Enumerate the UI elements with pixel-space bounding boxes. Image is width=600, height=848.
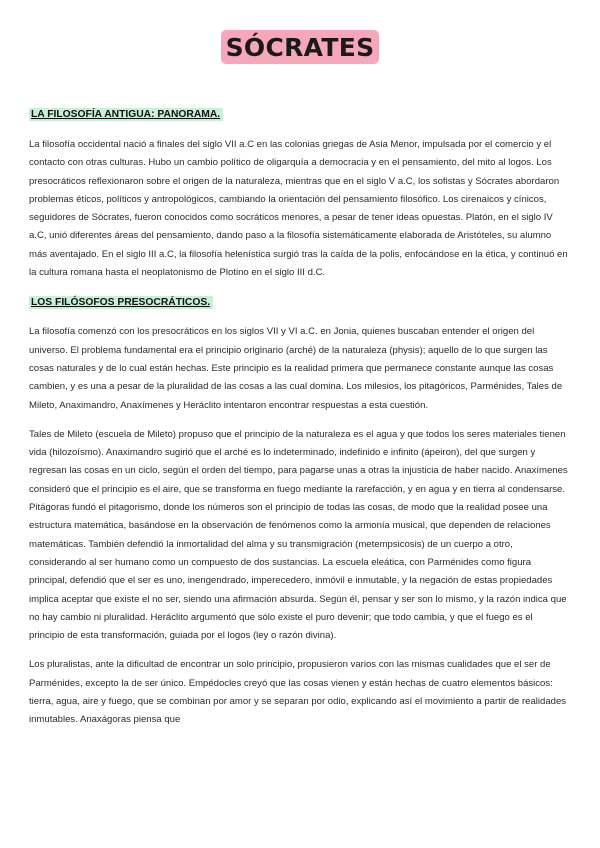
paragraph-presocraticos-filosofos: Tales de Mileto (escuela de Mileto) propuso que el principio de la naturaleza es el agua y que todos los seres materiales tienen vida (hilozoísmo). Anaximandro sugirió que el arché es lo indeterminado, indefinido e infinito (ápeiron), del que surgen y regresan las cosas en un ciclo, según el orden del tiempo, para pagarse unas a otras la injusticia de haber nacido. Anaxímenes consideró que el principio es el aire, que se transforma en fuego mediante la rarefacción, y en agua y en tierra al condensarse. Pitágoras fundó el pitagorismo, donde los números son el principio de todas las cosas, de modo que la realidad posee una estructura matemática, basándose en la observación de fenómenos como la armonía musical, que dependen de relaciones matemáticas. También defendió la inmortalidad del alma y su transmigración (metempsicosis) de un cuerpo a otro, considerando al ser humano como un compuesto de dos sustancias. La escuela eleática, con Parménides como figura principal, defendió que el ser es uno, inengendrado, imperecedero, inmóvil e inmutable, y la negación de estas propiedades implica aceptar que existe el no ser, siendo una afirmación absurda. Según él, pensar y ser son lo mismo, y la razón indica que no hay cambio ni pluralidad. Heráclito argumentó que sólo existe el puro devenir; que todo cambia, y que el fuego es el principio de esta transformación, guiada por el logos (ley o razón divina).: [29, 428, 568, 642]
paragraph-pluralistas: Los pluralistas, ante la dificultad de encontrar un solo principio, propusieron varios con las mismas cualidades que el ser de Parménides, excepto la de ser único. Empédocles creyó que las cosas vienen y están hechas de cuatro elementos básicos: tierra, agua, aire y fuego, que se combinan por amor y se separan por odio, explicando así el movimiento a partir de realidades inmutables. Anaxágoras piensa que: [29, 659, 567, 726]
section-heading-presocraticos: LOS FILÓSOFOS PRESOCRÁTICOS.: [29, 296, 213, 309]
title-container: [0, 0, 600, 70]
page-title: SÓCRATES: [221, 30, 380, 64]
paragraph-presocraticos-intro: La filosofía comenzó con los presocráticos en los siglos VII y VI a.C. en Jonia, quienes buscaban entender el origen del universo. El problema fundamental era el principio originario (arché) de la naturaleza (physis); aquello de lo que surgen las cosas naturales y de lo cual están hechas. Este principio es la realidad primera que permanece constante aunque las cosas cambien, y es una a pesar de la pluralidad de las cosas a las cual domina. Los milesios, los pitagóricos, Parménides, Tales de Mileto, Anaximandro, Anaxímenes y Heráclito intentaron encontrar respuestas a esta cuestión.: [29, 326, 563, 411]
section-heading-filosofia-antigua: LA FILOSOFÍA ANTIGUA: PANORAMA.: [29, 108, 223, 121]
paragraph-panorama: La filosofía occidental nació a finales del siglo VII a.C en las colonias griegas de Asia Menor, impulsada por el comercio y el contacto con otras culturas. Hubo un cambio político de oligarquía a democracia y en el pensamiento, del mito al logos. Los presocráticos reflexionaron sobre el origen de la naturaleza, mientras que en el siglo V a.C, los sofistas y Sócrates abordaron problemas éticos, políticos y antropológicos, cambiando la orientación del pensamiento filosófico. Los cirenaicos y cínicos, seguidores de Sócrates, fueron conocidos como socráticos menores, a pesar de tener ideas opuestas. Platón, en el siglo IV a.C, unió diferentes áreas del pensamiento, dando paso a la filosofía sistemáticamente elaborada de Aristóteles, su alumno más aventajado. En el siglo III a.C, la filosofía helenística surgió tras la caída de la polis, enfocándose en la ética, y continuó en la cultura romana hasta el neoplatonismo de Plotino en el siglo III d.C.: [29, 139, 568, 279]
